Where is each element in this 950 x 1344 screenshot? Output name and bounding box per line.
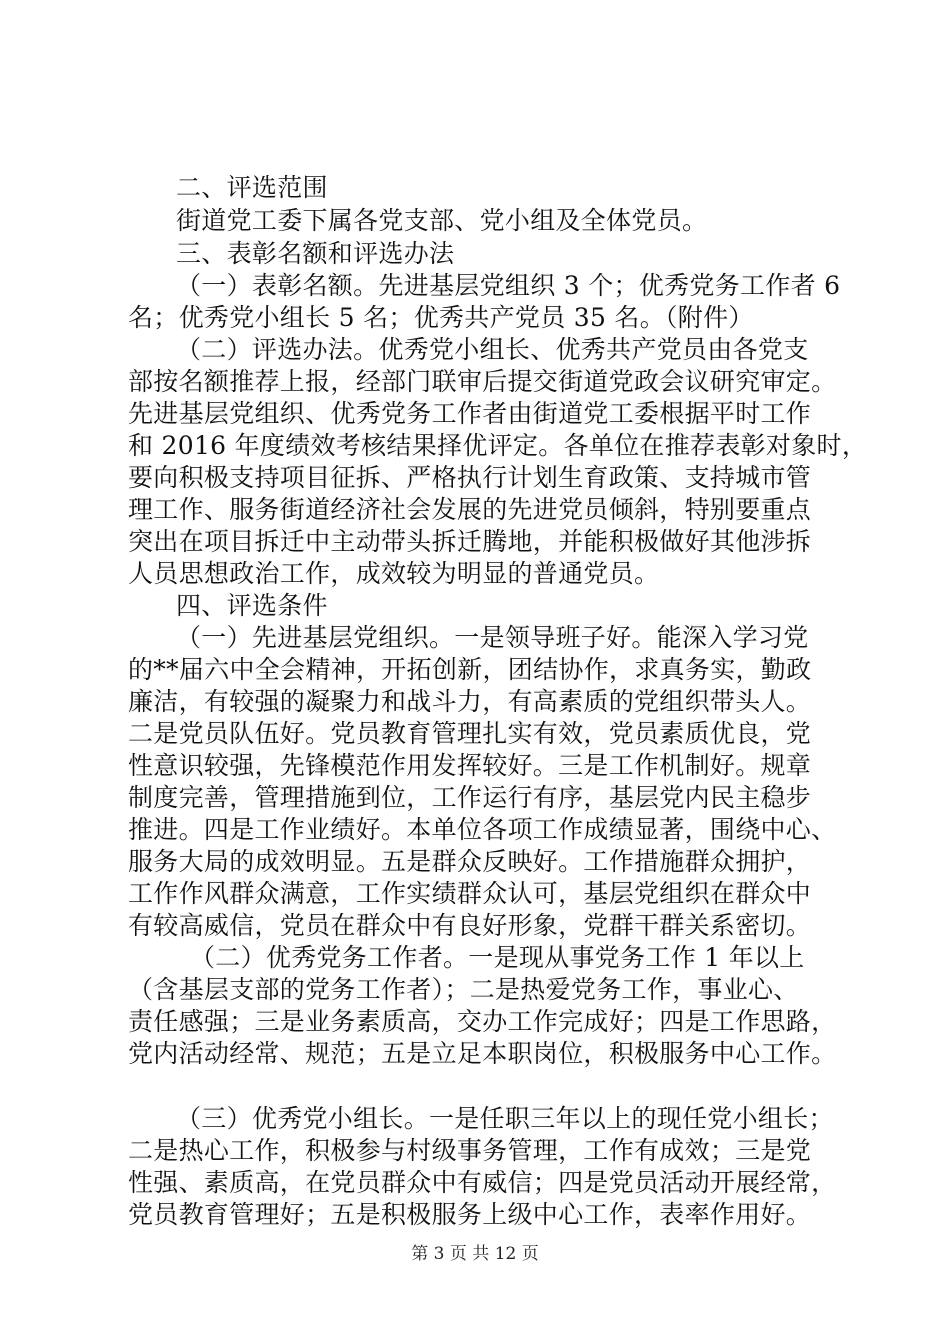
paragraph-line: 街道党工委下属各党支部、党小组及全体党员。 (176, 206, 708, 235)
paragraph-line: 工作作风群众满意，工作实绩群众认可，基层党组织在群众中 (128, 879, 812, 908)
section-heading-criteria: 四、评选条件 (176, 591, 328, 620)
paragraph-line: 人员思想政治工作，成效较为明显的普通党员。 (128, 559, 660, 588)
paragraph-line: 性意识较强，先锋模范作用发挥较好。三是工作机制好。规章 (128, 751, 812, 780)
paragraph-line: 服务大局的成效明显。五是群众反映好。工作措施群众拥护， (128, 847, 812, 876)
page-number-footer: 第 3 页 共 12 页 (411, 1244, 539, 1264)
paragraph-line: 党员教育管理好；五是积极服务上级中心工作，表率作用好。 (128, 1200, 812, 1229)
paragraph-line: 责任感强；三是业务素质高，交办工作完成好；四是工作思路， (128, 1007, 837, 1036)
paragraph-line: （三）优秀党小组长。一是任职三年以上的现任党小组长； (176, 1104, 834, 1133)
paragraph-line: 和 2016 年度绩效考核结果择优评定。各单位在推荐表彰对象时， (128, 431, 868, 460)
paragraph-line: 廉洁，有较强的凝聚力和战斗力，有高素质的党组织带头人。 (128, 687, 812, 716)
paragraph-line: （一）先进基层党组织。一是领导班子好。能深入学习党 (176, 623, 809, 652)
paragraph-line: 党内活动经常、规范；五是立足本职岗位，积极服务中心工作。 (128, 1039, 837, 1068)
paragraph-line: 性强、素质高，在党员群众中有威信；四是党员活动开展经常， (128, 1168, 837, 1197)
paragraph-line: （含基层支部的党务工作者）；二是热爱党务工作，事业心、 (128, 975, 799, 1004)
paragraph-line: 推进。四是工作业绩好。本单位各项工作成绩显著，围绕中心、 (128, 815, 837, 844)
paragraph-line: 二是党员队伍好。党员教育管理扎实有效，党员素质优良，党 (128, 719, 812, 748)
paragraph-line: 制度完善，管理措施到位，工作运行有序，基层党内民主稳步 (128, 783, 812, 812)
paragraph-line: （二）优秀党务工作者。一是现从事党务工作 1 年以上 (190, 943, 805, 972)
paragraph-line: 二是热心工作，积极参与村级事务管理，工作有成效；三是党 (128, 1136, 812, 1165)
paragraph-line: 要向积极支持项目征拆、严格执行计划生育政策、支持城市管 (128, 463, 812, 492)
paragraph-line: 突出在项目拆迁中主动带头拆迁腾地，并能积极做好其他涉拆 (128, 527, 812, 556)
paragraph-line: 名；优秀党小组长 5 名；优秀共产党员 35 名。（附件） (128, 303, 754, 332)
paragraph-line: 的**届六中全会精神，开拓创新，团结协作，求真务实，勤政 (128, 655, 812, 684)
section-heading-quota: 三、表彰名额和评选办法 (176, 239, 455, 268)
paragraph-line: 先进基层党组织、优秀党务工作者由街道党工委根据平时工作 (128, 399, 812, 428)
paragraph-line: （一）表彰名额。先进基层党组织 3 个；优秀党务工作者 6 (176, 271, 841, 300)
paragraph-line: 部按名额推荐上报，经部门联审后提交街道党政会议研究审定。 (128, 367, 837, 396)
section-heading-scope: 二、评选范围 (176, 173, 328, 202)
paragraph-line: 理工作、服务街道经济社会发展的先进党员倾斜，特别要重点 (128, 495, 812, 524)
paragraph-line: 有较高威信，党员在群众中有良好形象，党群干群关系密切。 (128, 911, 812, 940)
paragraph-line: （二）评选办法。优秀党小组长、优秀共产党员由各党支 (176, 335, 809, 364)
